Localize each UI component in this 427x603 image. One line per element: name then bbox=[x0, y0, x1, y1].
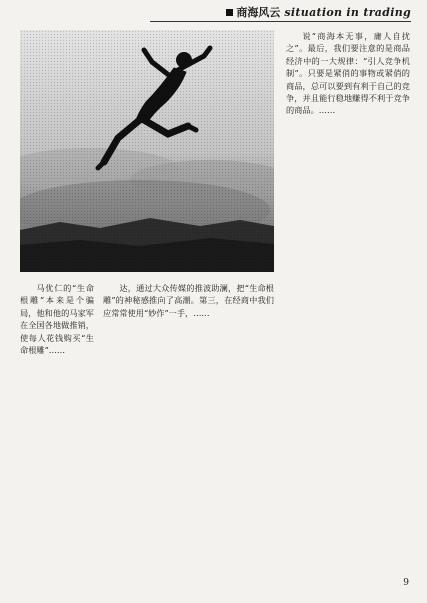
section-title-cn: 商海风云 bbox=[236, 6, 281, 19]
text-column-right bbox=[286, 30, 410, 567]
section-title bbox=[226, 4, 411, 20]
jumping-figure-photo bbox=[20, 30, 274, 272]
page-number: 9 bbox=[403, 578, 409, 588]
text-column-middle bbox=[103, 282, 274, 567]
paragraph: 马优仁的“生命根雕”本来是个骗局，他和他的马家军在全国各地做推销，使每人花钱购买“生命根雕”…… bbox=[20, 283, 94, 356]
paragraph: 达，通过大众传媒的推波助澜，把“生命根雕”的神秘感推向了高潮。第三，在经商中我们应常常使用“妙作”一手，…… bbox=[103, 283, 274, 318]
section-title-en: situation in trading bbox=[284, 6, 411, 19]
square-bullet-icon bbox=[226, 9, 233, 16]
paragraph: 说“商海本无事，庸人自扰之”。最后，我们要注意的是商品经济中的一大规律：“引人竞争机制”。只要是紧俏的事物或紧俏的商品，总可以要到有利于自己的竞争，并且能行稳地赚得不利于竞争的商品。…… bbox=[286, 31, 410, 116]
jumping-figure-icon bbox=[20, 30, 274, 272]
header-rule bbox=[150, 21, 411, 22]
text-column-left bbox=[20, 282, 94, 567]
page-header bbox=[0, 0, 427, 24]
